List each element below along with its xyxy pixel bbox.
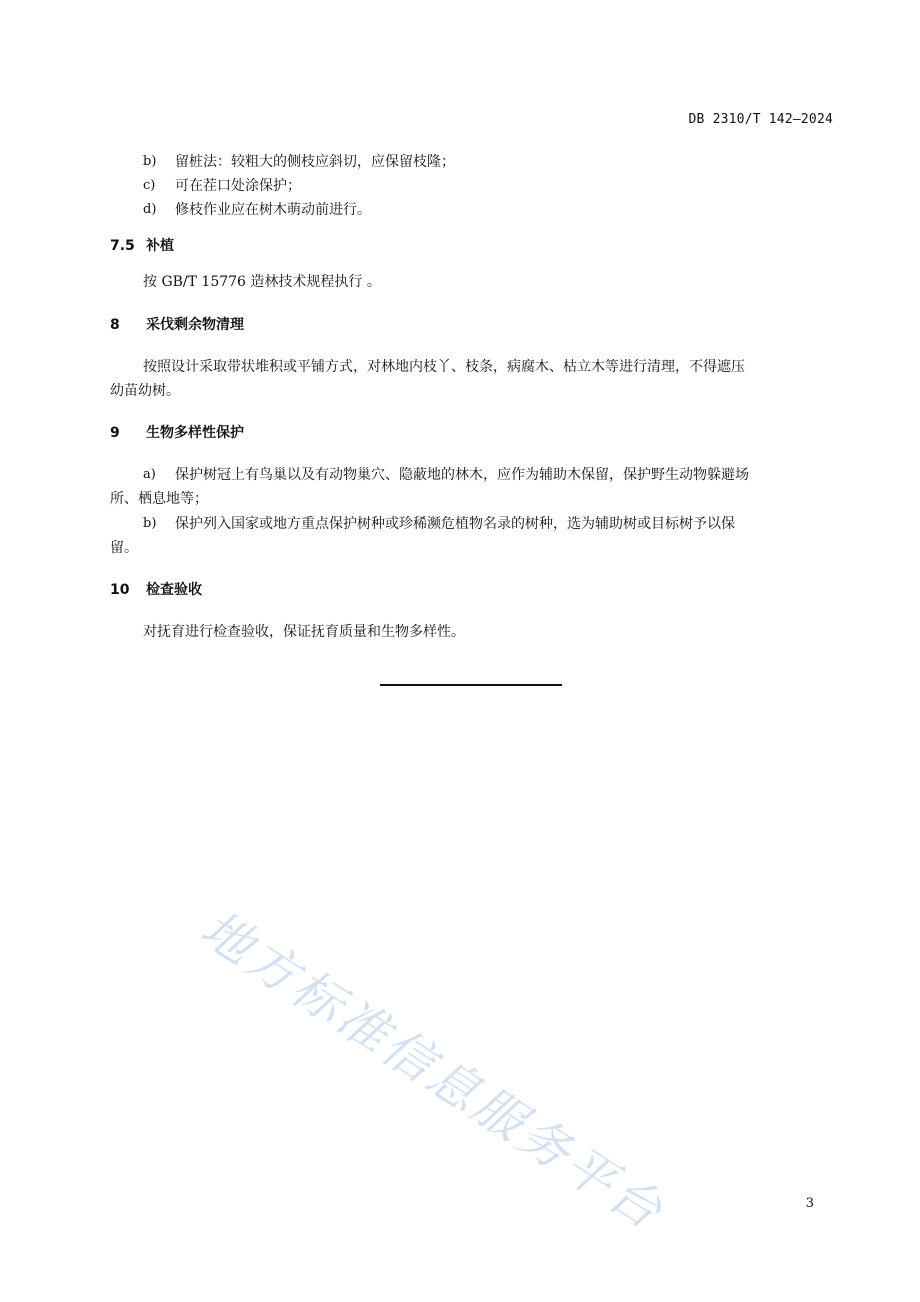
list-item-mark: b) [143,516,157,531]
section-body-line: 按照设计采取带状堆积或平铺方式，对林地内枝丫、枝条，病腐木、枯立木等进行清理，不得遮压 [143,359,745,375]
end-of-document-rule [380,684,562,686]
list-item-text: 修枝作业应在树木萌动前进行。 [175,202,371,218]
section-number: 10 [110,582,130,598]
list-item-mark: d) [143,202,157,217]
section-body-line: 幼苗幼树。 [110,383,180,399]
watermark: 地方标准信息服务平台 [190,899,675,1242]
list-item-continuation: 留。 [110,540,138,556]
section-heading-10 [110,580,202,600]
section-body: 对抚育进行检查验收，保证抚育质量和生物多样性。 [143,624,465,640]
list-item-text: 可在茬口处涂保护； [175,178,301,194]
section-number: 7.5 [110,238,135,254]
section-title: 检查验收 [146,582,202,598]
section-number: 9 [110,425,120,441]
list-item-text: 保护列入国家或地方重点保护树种或珍稀濒危植物名录的树种，选为辅助树或目标树予以保 [175,516,735,532]
list-item-text: 保护树冠上有鸟巢以及有动物巢穴、隐蔽地的林木，应作为辅助木保留，保护野生动物躲避场 [175,467,749,483]
section-title: 补植 [146,238,174,254]
list-item-text: 留桩法：较粗大的侧枝应斜切，应保留枝隆； [175,154,455,170]
list-item-mark: b) [143,154,157,169]
section-number: 8 [110,317,120,333]
section-heading-8 [110,315,244,335]
section-title: 采伐剩余物清理 [146,317,244,333]
list-item-mark: c) [143,178,156,193]
section-heading-9 [110,423,244,443]
section-body: 按 GB/T 15776 造林技术规程执行 。 [143,274,381,290]
standard-code: DB 2310/T 142—2024 [688,112,833,127]
list-item-mark: a) [143,467,156,482]
section-title: 生物多样性保护 [146,425,244,441]
section-heading-7-5 [110,236,174,256]
page-number: 3 [805,1196,814,1211]
list-item-continuation: 所、栖息地等； [110,491,208,507]
